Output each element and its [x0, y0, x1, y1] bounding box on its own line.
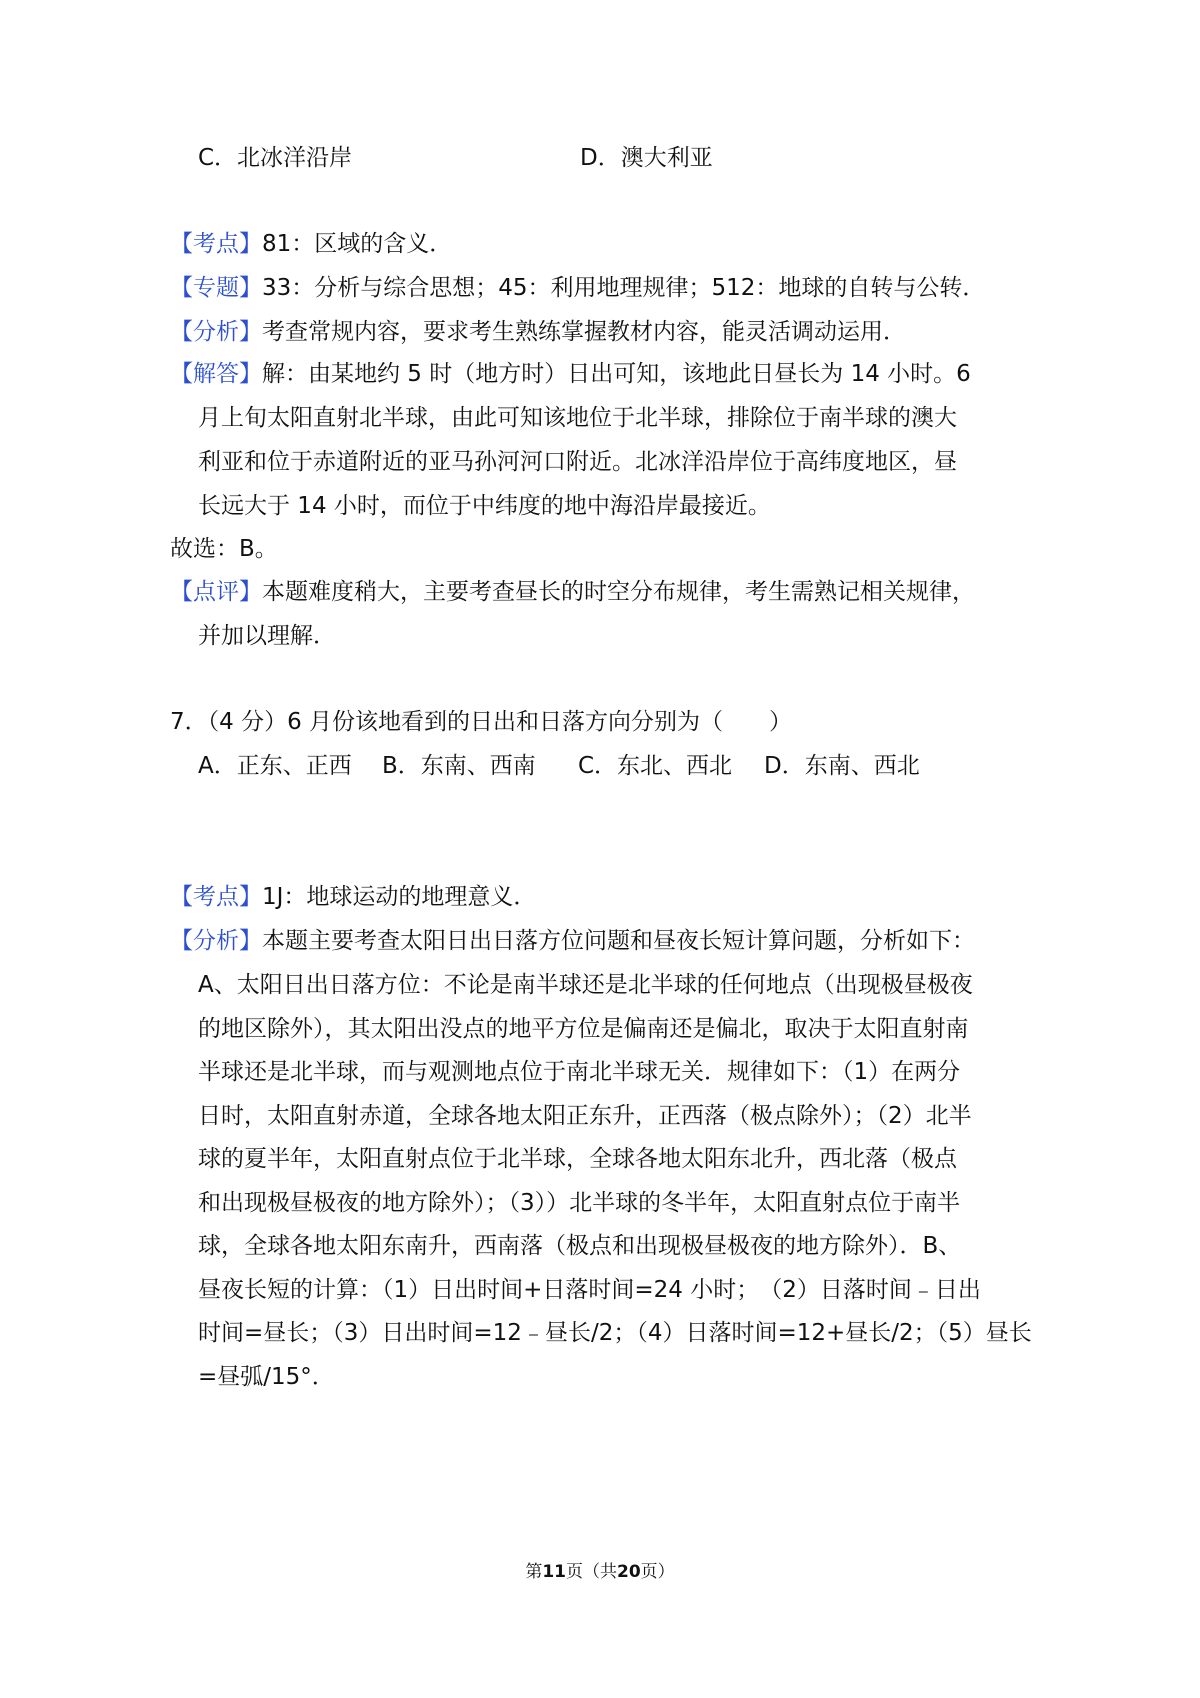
guxuan-line: 故选：B。 [170, 536, 278, 562]
q7-fenxi-line-2: 的地区除外），其太阳出没点的地平方位是偏南还是偏北，取决于太阳直射南 [198, 1016, 969, 1042]
kaodian-text: 81：区域的含义． [262, 231, 453, 257]
q7-fenxi-line-10: =昼弧/15°． [198, 1364, 335, 1390]
q7-fenxi-line-8: 昼夜长短的计算：（1）日出时间+日落时间=24 小时； （2）日落时间﹣日出 [198, 1277, 981, 1303]
dianping-tag: 【点评】 [170, 579, 262, 605]
kaodian-line [170, 228, 452, 260]
footer-suffix: 页） [640, 1562, 675, 1582]
zhuanti-tag: 【专题】 [170, 275, 262, 301]
option-c-prev: C．北冰洋沿岸 [198, 145, 353, 171]
q7-fenxi-line-5: 球的夏半年，太阳直射点位于北半球，全球各地太阳东北升，西北落（极点 [198, 1146, 957, 1172]
fenxi-line [170, 316, 906, 348]
zhuanti-text: 33：分析与综合思想；45：利用地理规律；512：地球的自转与公转． [262, 275, 986, 301]
dianping-line-1 [170, 576, 975, 608]
jieda-line-3: 利亚和位于赤道附近的亚马孙河河口附近。北冰洋沿岸位于高纬度地区，昼 [198, 449, 957, 475]
footer-page-number: 11 [542, 1562, 566, 1582]
q7-kaodian-tag: 【考点】 [170, 884, 262, 910]
jieda-line-2: 月上旬太阳直射北半球，由此可知该地位于北半球，排除位于南半球的澳大 [198, 405, 957, 431]
q7-fenxi-text: 本题主要考查太阳日出日落方位问题和昼夜长短计算问题，分析如下： [262, 928, 975, 954]
fenxi-text: 考查常规内容，要求考生熟练掌握教材内容，能灵活调动运用． [262, 319, 906, 345]
option-b: B．东南、西南 [382, 753, 536, 779]
q7-fenxi-tag: 【分析】 [170, 928, 262, 954]
q7-fenxi-line [170, 925, 975, 957]
option-d-prev: D．澳大利亚 [580, 145, 713, 171]
footer-middle: 页（共 [566, 1562, 617, 1582]
jieda-text-1: 解：由某地约 5 时（地方时）日出可知，该地此日昼长为 14 小时。6 [262, 361, 971, 387]
option-c: C．东北、西北 [578, 753, 733, 779]
dianping-line-2: 并加以理解． [198, 623, 336, 649]
question-7-stem: 7．（4 分）6 月份该地看到的日出和日落方向分别为（ ） [170, 709, 793, 735]
fenxi-tag: 【分析】 [170, 319, 262, 345]
jieda-tag: 【解答】 [170, 361, 262, 387]
page-footer [0, 1560, 1200, 1584]
dianping-text-1: 本题难度稍大，主要考查昼长的时空分布规律，考生需熟记相关规律， [262, 579, 975, 605]
footer-total-pages: 20 [617, 1562, 641, 1582]
kaodian-tag: 【考点】 [170, 231, 262, 257]
jieda-line-1 [170, 358, 971, 390]
option-a: A．正东、正西 [198, 753, 352, 779]
zhuanti-line [170, 272, 985, 304]
q7-fenxi-line-9: 时间=昼长；（3）日出时间=12﹣昼长/2；（4）日落时间=12+昼长/2；（5）昼长 [198, 1320, 1032, 1346]
option-d: D．东南、西北 [764, 753, 920, 779]
q7-fenxi-line-7: 球，全球各地太阳东南升，西南落（极点和出现极昼极夜的地方除外）．B、 [198, 1233, 962, 1259]
q7-fenxi-line-6: 和出现极昼极夜的地方除外）；（3））北半球的冬半年，太阳直射点位于南半 [198, 1190, 961, 1216]
q7-fenxi-line-3: 半球还是北半球，而与观测地点位于南北半球无关．规律如下：（1）在两分 [198, 1059, 961, 1085]
jieda-line-4: 长远大于 14 小时，而位于中纬度的地中海沿岸最接近。 [198, 493, 771, 519]
q7-kaodian-text: 1J：地球运动的地理意义． [262, 884, 537, 910]
footer-prefix: 第 [525, 1562, 543, 1582]
q7-fenxi-line-4: 日时，太阳直射赤道，全球各地太阳正东升，正西落（极点除外）；（2）北半 [198, 1103, 972, 1129]
q7-fenxi-line-1: A、太阳日出日落方位：不论是南半球还是北半球的任何地点（出现极昼极夜 [198, 972, 973, 998]
q7-kaodian-line [170, 881, 536, 913]
